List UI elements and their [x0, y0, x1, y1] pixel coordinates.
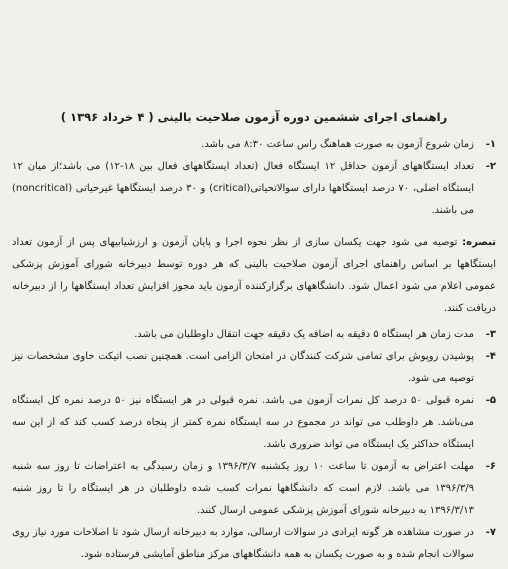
item-number: ۶-	[485, 461, 496, 472]
item-text: تعداد ایستگاههای آزمون حداقل ۱۲ ایستگاه فعال (تعداد ایستگاههای فعال بین ۱۸-۱۲) می باشد؛از میان ۱۲ ایستگاه اصلی، ۷۰ درصد ایستگاهها دارای سوالاتحیاتی(critical) و ۳۰ درصد ایستگاهها غیرحیاتی (noncritical) می باشند.	[12, 161, 475, 216]
item-text: در صورت مشاهده هر گونه ایرادی در سوالات ارسالی، موارد به دبیرخانه ارسال شود تا اصلاحات مورد نیاز روی سوالات انجام شده و به صورت یکسان به همه دانشگاههای مرکز مناطق آمایشی فرستاده شود.	[12, 527, 474, 560]
item-text: مهلت اعتراض به آزمون تا ساعت ۱۰ روز یکشنبه ۱۳۹۶/۳/۷ و زمان رسیدگی به اعتراضات تا روز سه شنبه ۱۳۹۶/۳/۹ می باشد. لازم است که دانشگاهها نمرات کسب شده داوطلبان در هر ایستگاه را تا روز شنبه ۱۳۹۶/۳/۱۳ به دبیرخانه شورای آموزش پزشکی عمومی ارسال کنند.	[12, 461, 474, 516]
item-number: ۳-	[485, 329, 496, 340]
item-number: ۵-	[485, 395, 496, 406]
note-paragraph	[12, 232, 496, 320]
list-item	[12, 156, 496, 222]
list-item	[12, 346, 496, 390]
item-number: ۱-	[485, 139, 496, 150]
items-bottom-list	[12, 324, 496, 566]
item-text: پوشیدن روپوش برای تمامی شرکت کنندگان در امتحان الزامی است. همچنین نصب اتیکت حاوی مشخصات نیز توصیه می شود.	[12, 351, 474, 384]
item-number: ۴-	[485, 351, 496, 362]
list-item	[12, 134, 496, 156]
list-item	[12, 324, 496, 346]
document-title: راهنمای اجرای ششمین دوره آزمون صلاحیت بالینی ( ۴ خرداد ۱۳۹۶ )	[60, 110, 448, 124]
item-number: ۷-	[485, 527, 496, 538]
items-top-list	[12, 134, 496, 222]
item-text: زمان شروع آزمون به صورت هماهنگ راس ساعت ۸:۳۰ می باشد.	[201, 139, 474, 150]
note-label: تبصره:	[462, 237, 496, 248]
list-item	[12, 390, 496, 456]
list-item	[12, 522, 496, 566]
item-text: مدت زمان هر ایستگاه ۵ دقیقه به اضافه یک دقیقه جهت انتقال داوطلبان می باشد.	[134, 329, 474, 340]
item-number: ۲-	[485, 161, 496, 172]
item-text: نمره قبولی ۵۰ درصد کل نمرات آزمون می باشد. نمره قبولی در هر ایستگاه نیز ۵۰ درصد نمره کل ایستگاه می‌باشد. هر داوطلب می تواند در مجموع در سه ایستگاه نمره کمتر از پنجاه درصد کسب کند که از این سه ایستگاه حداکثر یک ایستگاه می تواند ضروری باشد.	[12, 395, 474, 450]
list-item	[12, 456, 496, 522]
note-text: توصیه می شود جهت یکسان سازی از نظر نحوه اجرا و پایان آزمون و ارزشیابیهای پس از آزمون تعداد ایستگاهها بر اساس راهنمای اجرای آزمون صلاحیت بالینی که هر دوره توسط دبیرخانه شورای آموزش پزشکی عمومی اعلام می شود اعمال شود. دانشگاههای برگزارکننده آزمون باید مجوز افزایش تعداد ایستگاهها را از دبیرخانه دریافت کنند.	[12, 237, 496, 314]
